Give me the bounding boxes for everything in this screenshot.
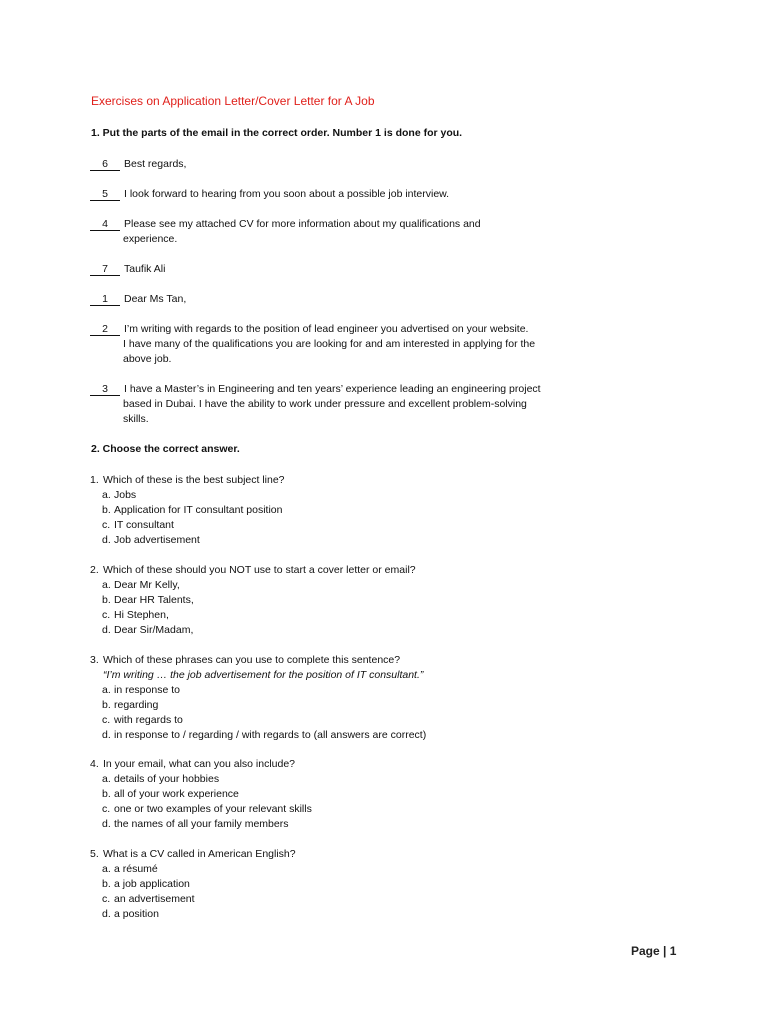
option-text: IT consultant	[114, 519, 174, 531]
option-letter: c.	[102, 714, 111, 726]
question-number: 1.	[90, 474, 99, 486]
answer-option	[90, 533, 550, 548]
question-number: 4.	[90, 758, 99, 770]
question	[90, 847, 550, 922]
answer-options	[90, 578, 550, 638]
answer-option	[90, 802, 550, 817]
option-text: the names of all your family members	[114, 818, 289, 830]
question-text: In your email, what can you also include?	[103, 758, 296, 770]
option-letter: a.	[102, 684, 111, 696]
order-text: Taufik Ali	[124, 263, 166, 275]
option-text: with regards to	[114, 714, 183, 726]
question-stem	[90, 473, 550, 488]
option-letter: b.	[102, 788, 111, 800]
answer-options	[90, 488, 550, 548]
answer-option	[90, 623, 550, 638]
option-letter: c.	[102, 803, 111, 815]
answer-option	[90, 713, 550, 728]
order-item	[90, 382, 570, 427]
question	[90, 563, 550, 638]
page-number: Page | 1	[631, 944, 677, 958]
order-text: Best regards,	[124, 158, 187, 170]
option-text: Hi Stephen,	[114, 609, 169, 621]
section-2-heading: 2. Choose the correct answer.	[91, 443, 240, 455]
option-text: regarding	[114, 699, 159, 711]
option-text: Application for IT consultant position	[114, 504, 283, 516]
option-text: Dear Sir/Madam,	[114, 624, 194, 636]
option-letter: b.	[102, 878, 111, 890]
option-text: one or two examples of your relevant skills	[114, 803, 312, 815]
option-text: a résumé	[114, 863, 158, 875]
option-text: an advertisement	[114, 893, 195, 905]
order-number: 6	[90, 158, 120, 171]
order-text: Dear Ms Tan,	[124, 293, 187, 305]
option-letter: b.	[102, 594, 111, 606]
option-text: a position	[114, 908, 159, 920]
answer-options	[90, 862, 550, 922]
option-letter: d.	[102, 624, 111, 636]
answer-option	[90, 503, 550, 518]
option-text: in response to / regarding / with regards to (all answers are correct)	[114, 729, 427, 741]
answer-option	[90, 728, 550, 743]
option-text: Jobs	[114, 489, 137, 501]
option-letter: b.	[102, 504, 111, 516]
answer-option	[90, 772, 550, 787]
answer-options	[90, 772, 550, 832]
document-title: Exercises on Application Letter/Cover Letter for A Job	[91, 94, 375, 108]
option-letter: c.	[102, 609, 111, 621]
answer-options	[90, 683, 550, 743]
option-letter: d.	[102, 818, 111, 830]
option-letter: a.	[102, 579, 111, 591]
option-text: Job advertisement	[114, 534, 200, 546]
question	[90, 473, 550, 548]
answer-option	[90, 787, 550, 802]
answer-option	[90, 518, 550, 533]
option-letter: c.	[102, 519, 111, 531]
order-text-continued: experience.	[123, 233, 178, 245]
answer-option	[90, 683, 550, 698]
question-stem	[90, 653, 550, 668]
option-text: Dear HR Talents,	[114, 594, 194, 606]
order-number: 1	[90, 293, 120, 306]
order-text: I look forward to hearing from you soon about a possible job interview.	[124, 188, 450, 200]
option-text: in response to	[114, 684, 180, 696]
answer-option	[90, 877, 550, 892]
order-text: I’m writing with regards to the position of lead engineer you advertised on your website.	[124, 323, 529, 335]
option-text: a job application	[114, 878, 190, 890]
answer-option	[90, 578, 550, 593]
option-letter: c.	[102, 893, 111, 905]
question-stem	[90, 847, 550, 862]
option-letter: b.	[102, 699, 111, 711]
question-quote: “I’m writing … the job advertisement for the position of IT consultant.”	[103, 669, 424, 681]
order-item	[90, 292, 570, 307]
question	[90, 653, 550, 743]
option-letter: d.	[102, 729, 111, 741]
option-text: details of your hobbies	[114, 773, 220, 785]
question-stem	[90, 563, 550, 578]
question-text: What is a CV called in American English?	[103, 848, 296, 860]
order-number: 4	[90, 218, 120, 231]
order-item	[90, 322, 570, 367]
order-number: 3	[90, 383, 120, 396]
order-number: 2	[90, 323, 120, 336]
order-item	[90, 262, 570, 277]
order-text-continued: skills.	[123, 413, 149, 425]
answer-option	[90, 608, 550, 623]
option-text: all of your work experience	[114, 788, 239, 800]
answer-option	[90, 488, 550, 503]
question-number: 2.	[90, 564, 99, 576]
section-1-heading: 1. Put the parts of the email in the correct order. Number 1 is done for you.	[91, 127, 463, 139]
option-letter: a.	[102, 489, 111, 501]
order-item	[90, 187, 570, 202]
question-number: 5.	[90, 848, 99, 860]
question-stem	[90, 757, 550, 772]
question-text: Which of these should you NOT use to start a cover letter or email?	[103, 564, 416, 576]
question	[90, 757, 550, 832]
order-number: 5	[90, 188, 120, 201]
answer-option	[90, 892, 550, 907]
order-number: 7	[90, 263, 120, 276]
order-text: Please see my attached CV for more information about my qualifications and	[124, 218, 481, 230]
answer-option	[90, 817, 550, 832]
order-text: I have a Master’s in Engineering and ten years’ experience leading an engineering project	[124, 383, 541, 395]
order-text-continued: based in Dubai. I have the ability to work under pressure and excellent problem-solving	[123, 398, 527, 410]
option-letter: a.	[102, 863, 111, 875]
order-text-continued: above job.	[123, 353, 172, 365]
option-letter: d.	[102, 908, 111, 920]
question-number: 3.	[90, 654, 99, 666]
question-text: Which of these is the best subject line?	[103, 474, 285, 486]
order-item	[90, 217, 570, 247]
option-letter: d.	[102, 534, 111, 546]
order-text-continued: I have many of the qualifications you are looking for and am interested in applying for the	[123, 338, 536, 350]
option-letter: a.	[102, 773, 111, 785]
answer-option	[90, 907, 550, 922]
order-item	[90, 157, 570, 172]
answer-option	[90, 862, 550, 877]
question-text: Which of these phrases can you use to complete this sentence?	[103, 654, 401, 666]
answer-option	[90, 593, 550, 608]
option-text: Dear Mr Kelly,	[114, 579, 180, 591]
answer-option	[90, 698, 550, 713]
